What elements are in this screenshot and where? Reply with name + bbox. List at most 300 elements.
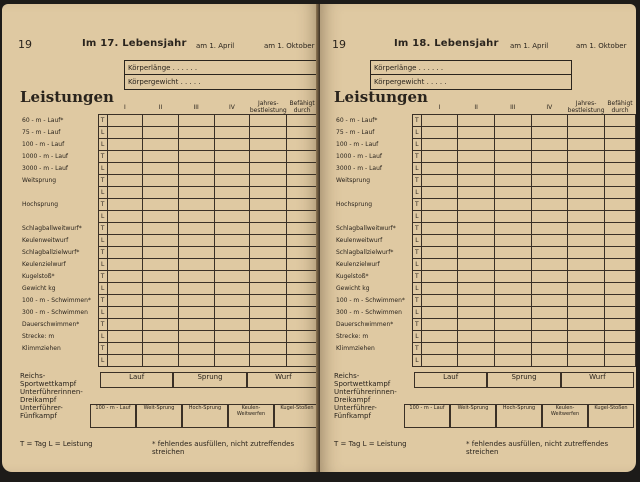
entry-cell	[458, 295, 495, 307]
table-row	[334, 355, 636, 367]
entry-cell	[531, 187, 568, 199]
entry-cell	[568, 175, 605, 187]
table-row	[20, 295, 318, 307]
entry-cell	[178, 175, 214, 187]
entry-cell	[178, 271, 214, 283]
page-right	[320, 4, 636, 472]
table-row	[20, 271, 318, 283]
legend-text: T = Tag L = Leistung	[20, 440, 93, 448]
table-row	[334, 163, 636, 175]
table-row	[334, 151, 636, 163]
row-label: 100 - m - Lauf	[22, 141, 65, 148]
entry-cell	[214, 343, 250, 355]
table-row	[20, 223, 318, 235]
entry-cell	[421, 199, 458, 211]
entry-cell	[250, 139, 287, 151]
entry-cell	[107, 259, 143, 271]
leistungen-heading: Leistungen	[334, 88, 428, 106]
entry-cell	[107, 307, 143, 319]
entry-cell	[107, 247, 143, 259]
entry-cell	[421, 163, 458, 175]
tag-leistung-marker: T	[412, 223, 421, 235]
row-label	[334, 211, 412, 223]
entry-cell	[287, 151, 318, 163]
row-label: Hochsprung	[22, 201, 59, 208]
table-row	[20, 355, 318, 367]
entry-cell	[605, 271, 636, 283]
reichs-sportwettkampf	[20, 372, 318, 404]
entry-cell	[287, 199, 318, 211]
tag-leistung-marker: T	[98, 175, 107, 187]
entry-cell	[107, 211, 143, 223]
entry-cell	[287, 115, 318, 127]
ufk-cell: Hoch-Sprung	[182, 404, 228, 428]
tag-leistung-marker: L	[98, 307, 107, 319]
table-row	[20, 307, 318, 319]
row-label	[20, 187, 98, 199]
ufk-cell: Hoch-Sprung	[496, 404, 542, 428]
entry-cell	[458, 271, 495, 283]
entry-cell	[287, 247, 318, 259]
table-row	[20, 283, 318, 295]
entry-cell	[605, 199, 636, 211]
entry-cell	[178, 187, 214, 199]
header-spacer	[334, 100, 412, 115]
row-label: Dauerschwimmen*	[22, 321, 80, 328]
entry-cell	[143, 319, 179, 331]
entry-cell	[531, 211, 568, 223]
leistungen-heading: Leistungen	[20, 88, 114, 106]
entry-cell	[531, 319, 568, 331]
entry-cell	[531, 307, 568, 319]
entry-cell	[250, 151, 287, 163]
row-label: 300 - m - Schwimmen	[22, 309, 88, 316]
tag-leistung-marker: T	[98, 115, 107, 127]
tag-leistung-marker: T	[98, 247, 107, 259]
tag-leistung-marker: L	[98, 355, 107, 367]
entry-cell	[568, 319, 605, 331]
entry-cell	[531, 331, 568, 343]
entry-cell	[568, 343, 605, 355]
entry-cell	[287, 175, 318, 187]
table-row	[334, 211, 636, 223]
date-october: am 1. Oktober	[264, 42, 315, 50]
entry-cell	[178, 343, 214, 355]
tag-leistung-marker: T	[98, 151, 107, 163]
entry-cell	[568, 283, 605, 295]
date-april: am 1. April	[510, 42, 549, 50]
ufk-label: Unterführer-Fünfkampf	[334, 404, 377, 420]
row-label: Gewicht kg	[22, 285, 56, 292]
entry-cell	[287, 283, 318, 295]
entry-cell	[143, 139, 179, 151]
entry-cell	[605, 187, 636, 199]
entry-cell	[421, 223, 458, 235]
reichs-row	[334, 372, 634, 404]
entry-cell	[568, 211, 605, 223]
table-row	[20, 247, 318, 259]
entry-cell	[494, 343, 531, 355]
entry-cell	[568, 355, 605, 367]
entry-cell	[214, 151, 250, 163]
header-spacer	[20, 100, 98, 115]
entry-cell	[421, 211, 458, 223]
entry-cell	[143, 163, 179, 175]
entry-cell	[458, 355, 495, 367]
entry-cell	[458, 319, 495, 331]
column-header: III	[193, 103, 199, 111]
entry-cell	[287, 235, 318, 247]
entry-cell	[605, 283, 636, 295]
entry-cell	[178, 247, 214, 259]
entry-cell	[214, 235, 250, 247]
row-label: 75 - m - Lauf	[336, 129, 375, 136]
entry-cell	[143, 271, 179, 283]
entry-cell	[494, 139, 531, 151]
tag-leistung-marker: L	[98, 187, 107, 199]
entry-cell	[458, 331, 495, 343]
entry-cell	[250, 307, 287, 319]
entry-cell	[250, 235, 287, 247]
ufk-cell: Kugel-Stoßen	[588, 404, 634, 428]
entry-cell	[494, 235, 531, 247]
entry-cell	[287, 319, 318, 331]
column-header: II	[474, 103, 478, 111]
row-label: Weitsprung	[336, 177, 371, 184]
entry-cell	[143, 331, 179, 343]
entry-cell	[458, 283, 495, 295]
entry-cell	[214, 247, 250, 259]
entry-cell	[568, 115, 605, 127]
row-label: Kugelstoß*	[336, 273, 369, 280]
entry-cell	[494, 283, 531, 295]
entry-cell	[458, 223, 495, 235]
entry-cell	[421, 319, 458, 331]
row-label: 1000 - m - Lauf	[336, 153, 383, 160]
entry-cell	[178, 295, 214, 307]
entry-cell	[568, 271, 605, 283]
measurement-row: Körpergewicht . . . . .	[128, 78, 201, 86]
entry-cell	[178, 283, 214, 295]
entry-cell	[214, 175, 250, 187]
page-left	[2, 4, 318, 472]
ufk-cell: Keulen-Weitwerfen	[542, 404, 588, 428]
reichs-label: Reichs-Sportwettkampf Unterführerinnen-Dreikampf	[334, 372, 397, 404]
tag-leistung-marker: L	[98, 139, 107, 151]
entry-cell	[421, 259, 458, 271]
measurement-row: Körperlänge . . . . . .	[371, 61, 571, 75]
entry-cell	[143, 247, 179, 259]
entry-cell	[458, 187, 495, 199]
entry-cell	[568, 139, 605, 151]
entry-cell	[568, 295, 605, 307]
entry-cell	[214, 271, 250, 283]
row-label: Keulenweitwurf	[22, 237, 69, 244]
ufk-cell: Weit-Sprung	[136, 404, 182, 428]
table-row	[20, 259, 318, 271]
entry-cell	[494, 331, 531, 343]
entry-cell	[107, 271, 143, 283]
entry-cell	[531, 115, 568, 127]
entry-cell	[605, 163, 636, 175]
entry-cell	[605, 151, 636, 163]
ufk-label: Unterführer-Fünfkampf	[20, 404, 63, 420]
table-row	[20, 163, 318, 175]
table-row	[334, 127, 636, 139]
entry-cell	[421, 115, 458, 127]
row-label: 100 - m - Schwimmen*	[22, 297, 91, 304]
entry-cell	[107, 175, 143, 187]
row-label: Klimmziehen	[22, 345, 61, 352]
entry-cell	[494, 295, 531, 307]
entry-cell	[250, 355, 287, 367]
entry-cell	[214, 319, 250, 331]
entry-cell	[287, 271, 318, 283]
row-label	[334, 187, 412, 199]
row-label: Hochsprung	[336, 201, 373, 208]
entry-cell	[421, 307, 458, 319]
tag-leistung-marker: L	[412, 235, 421, 247]
reichs-cell: Sprung	[173, 372, 246, 388]
table-row	[334, 175, 636, 187]
entry-cell	[143, 295, 179, 307]
entry-cell	[421, 331, 458, 343]
tag-leistung-marker: T	[412, 115, 421, 127]
entry-cell	[494, 187, 531, 199]
table-row	[334, 319, 636, 331]
tag-leistung-marker: T	[412, 295, 421, 307]
tag-leistung-marker: L	[98, 163, 107, 175]
entry-cell	[605, 139, 636, 151]
entry-cell	[178, 355, 214, 367]
tag-leistung-marker: T	[412, 175, 421, 187]
entry-cell	[178, 115, 214, 127]
entry-cell	[287, 259, 318, 271]
tag-leistung-marker: T	[98, 199, 107, 211]
table-row	[334, 331, 636, 343]
row-label: 100 - m - Schwimmen*	[336, 297, 405, 304]
table-row	[334, 271, 636, 283]
entry-cell	[287, 331, 318, 343]
table-row	[334, 343, 636, 355]
column-header: I	[123, 103, 126, 111]
entry-cell	[178, 331, 214, 343]
entry-cell	[250, 115, 287, 127]
row-label: Schlagballzielwurf*	[336, 249, 394, 256]
entry-cell	[531, 199, 568, 211]
entry-cell	[458, 211, 495, 223]
entry-cell	[107, 319, 143, 331]
table-row	[20, 151, 318, 163]
entry-cell	[458, 259, 495, 271]
entry-cell	[107, 115, 143, 127]
tag-leistung-marker: L	[412, 331, 421, 343]
tag-leistung-marker: L	[412, 163, 421, 175]
entry-cell	[605, 211, 636, 223]
table-row	[334, 223, 636, 235]
row-label: Weitsprung	[22, 177, 57, 184]
entry-cell	[214, 331, 250, 343]
tag-leistung-marker: T	[98, 223, 107, 235]
entry-cell	[421, 283, 458, 295]
entry-cell	[214, 115, 250, 127]
entry-cell	[250, 199, 287, 211]
entry-cell	[107, 139, 143, 151]
row-label: Kugelstoß*	[22, 273, 55, 280]
entry-cell	[107, 355, 143, 367]
entry-cell	[250, 271, 287, 283]
footnote: * fehlendes ausfüllen, nicht zutreffendes streichen	[466, 440, 609, 456]
entry-cell	[107, 187, 143, 199]
row-label: 75 - m - Lauf	[22, 129, 61, 136]
header-spacer	[98, 100, 107, 115]
entry-cell	[605, 235, 636, 247]
entry-cell	[287, 211, 318, 223]
table-row	[334, 307, 636, 319]
entry-cell	[250, 175, 287, 187]
entry-cell	[287, 307, 318, 319]
table-row	[334, 199, 636, 211]
row-label: 3000 - m - Lauf	[336, 165, 383, 172]
entry-cell	[287, 139, 318, 151]
ufk-cell: 100 - m - Lauf	[90, 404, 136, 428]
entry-cell	[250, 295, 287, 307]
entry-cell	[421, 139, 458, 151]
table-row	[334, 295, 636, 307]
entry-cell	[421, 271, 458, 283]
entry-cell	[494, 163, 531, 175]
entry-cell	[605, 127, 636, 139]
entry-cell	[214, 199, 250, 211]
entry-cell	[568, 331, 605, 343]
row-label: Schlagballzielwurf*	[22, 249, 80, 256]
entry-cell	[494, 151, 531, 163]
table-row	[334, 139, 636, 151]
entry-cell	[143, 199, 179, 211]
entry-cell	[178, 199, 214, 211]
entry-cell	[458, 343, 495, 355]
entry-cell	[214, 163, 250, 175]
entry-cell	[107, 235, 143, 247]
entry-cell	[531, 259, 568, 271]
column-header: II	[158, 103, 163, 111]
entry-cell	[458, 139, 495, 151]
legend-text: T = Tag L = Leistung	[334, 440, 407, 448]
tag-leistung-marker: L	[98, 331, 107, 343]
tag-leistung-marker: L	[412, 187, 421, 199]
table-row	[334, 259, 636, 271]
entry-cell	[107, 127, 143, 139]
tag-leistung-marker: T	[98, 343, 107, 355]
entry-cell	[143, 151, 179, 163]
entry-cell	[250, 319, 287, 331]
entry-cell	[605, 331, 636, 343]
entry-cell	[107, 223, 143, 235]
column-header: I	[438, 103, 441, 111]
tag-leistung-marker: T	[412, 247, 421, 259]
entry-cell	[458, 199, 495, 211]
tag-leistung-marker: T	[412, 319, 421, 331]
tag-leistung-marker: T	[412, 151, 421, 163]
entry-cell	[421, 187, 458, 199]
row-label: Keulenzielwurf	[22, 261, 66, 268]
entry-cell	[250, 127, 287, 139]
entry-cell	[458, 127, 495, 139]
entry-cell	[421, 127, 458, 139]
entry-cell	[458, 247, 495, 259]
tag-leistung-marker: L	[412, 139, 421, 151]
entry-cell	[143, 355, 179, 367]
entry-cell	[287, 355, 318, 367]
entry-cell	[494, 115, 531, 127]
ufk-cell: 100 - m - Lauf	[404, 404, 450, 428]
ufk-cell: Weit-Sprung	[450, 404, 496, 428]
entry-cell	[531, 163, 568, 175]
row-label: Schlagballweitwurf*	[22, 225, 82, 232]
column-header: III	[510, 103, 516, 111]
entry-cell	[494, 127, 531, 139]
tag-leistung-marker: L	[412, 355, 421, 367]
entry-cell	[568, 151, 605, 163]
page-title: Im 17. Lebensjahr	[82, 38, 187, 49]
date-october: am 1. Oktober	[576, 42, 627, 50]
entry-cell	[107, 283, 143, 295]
entry-cell	[143, 223, 179, 235]
table-row	[20, 199, 318, 211]
entry-cell	[605, 355, 636, 367]
reichs-cell: Wurf	[561, 372, 634, 388]
entry-cell	[568, 199, 605, 211]
entry-cell	[178, 127, 214, 139]
reichs-cell: Wurf	[247, 372, 318, 388]
row-label: 3000 - m - Lauf	[22, 165, 69, 172]
entry-cell	[458, 307, 495, 319]
entry-cell	[494, 271, 531, 283]
entry-cell	[178, 235, 214, 247]
entry-cell	[568, 163, 605, 175]
entry-cell	[531, 295, 568, 307]
entry-cell	[287, 223, 318, 235]
tag-leistung-marker: L	[98, 235, 107, 247]
row-label: 300 - m - Schwimmen	[336, 309, 402, 316]
entry-cell	[531, 271, 568, 283]
entry-cell	[143, 307, 179, 319]
entry-cell	[605, 307, 636, 319]
entry-cell	[605, 343, 636, 355]
tag-leistung-marker: L	[412, 259, 421, 271]
tag-leistung-marker: L	[98, 211, 107, 223]
reichs-cell: Lauf	[100, 372, 173, 388]
row-label: Keulenweitwurf	[336, 237, 383, 244]
table-row	[20, 175, 318, 187]
entry-cell	[107, 199, 143, 211]
entry-cell	[531, 343, 568, 355]
entry-cell	[494, 247, 531, 259]
column-header: IV	[546, 103, 553, 111]
row-label: 100 - m - Lauf	[336, 141, 379, 148]
table-row	[334, 247, 636, 259]
measurement-box	[124, 60, 318, 90]
column-header: Jahres-bestleistung	[249, 100, 287, 114]
entry-cell	[568, 259, 605, 271]
table-row	[20, 235, 318, 247]
entry-cell	[605, 295, 636, 307]
entry-cell	[250, 187, 287, 199]
entry-cell	[531, 151, 568, 163]
table-row	[334, 115, 636, 127]
entry-cell	[178, 319, 214, 331]
entry-cell	[531, 223, 568, 235]
